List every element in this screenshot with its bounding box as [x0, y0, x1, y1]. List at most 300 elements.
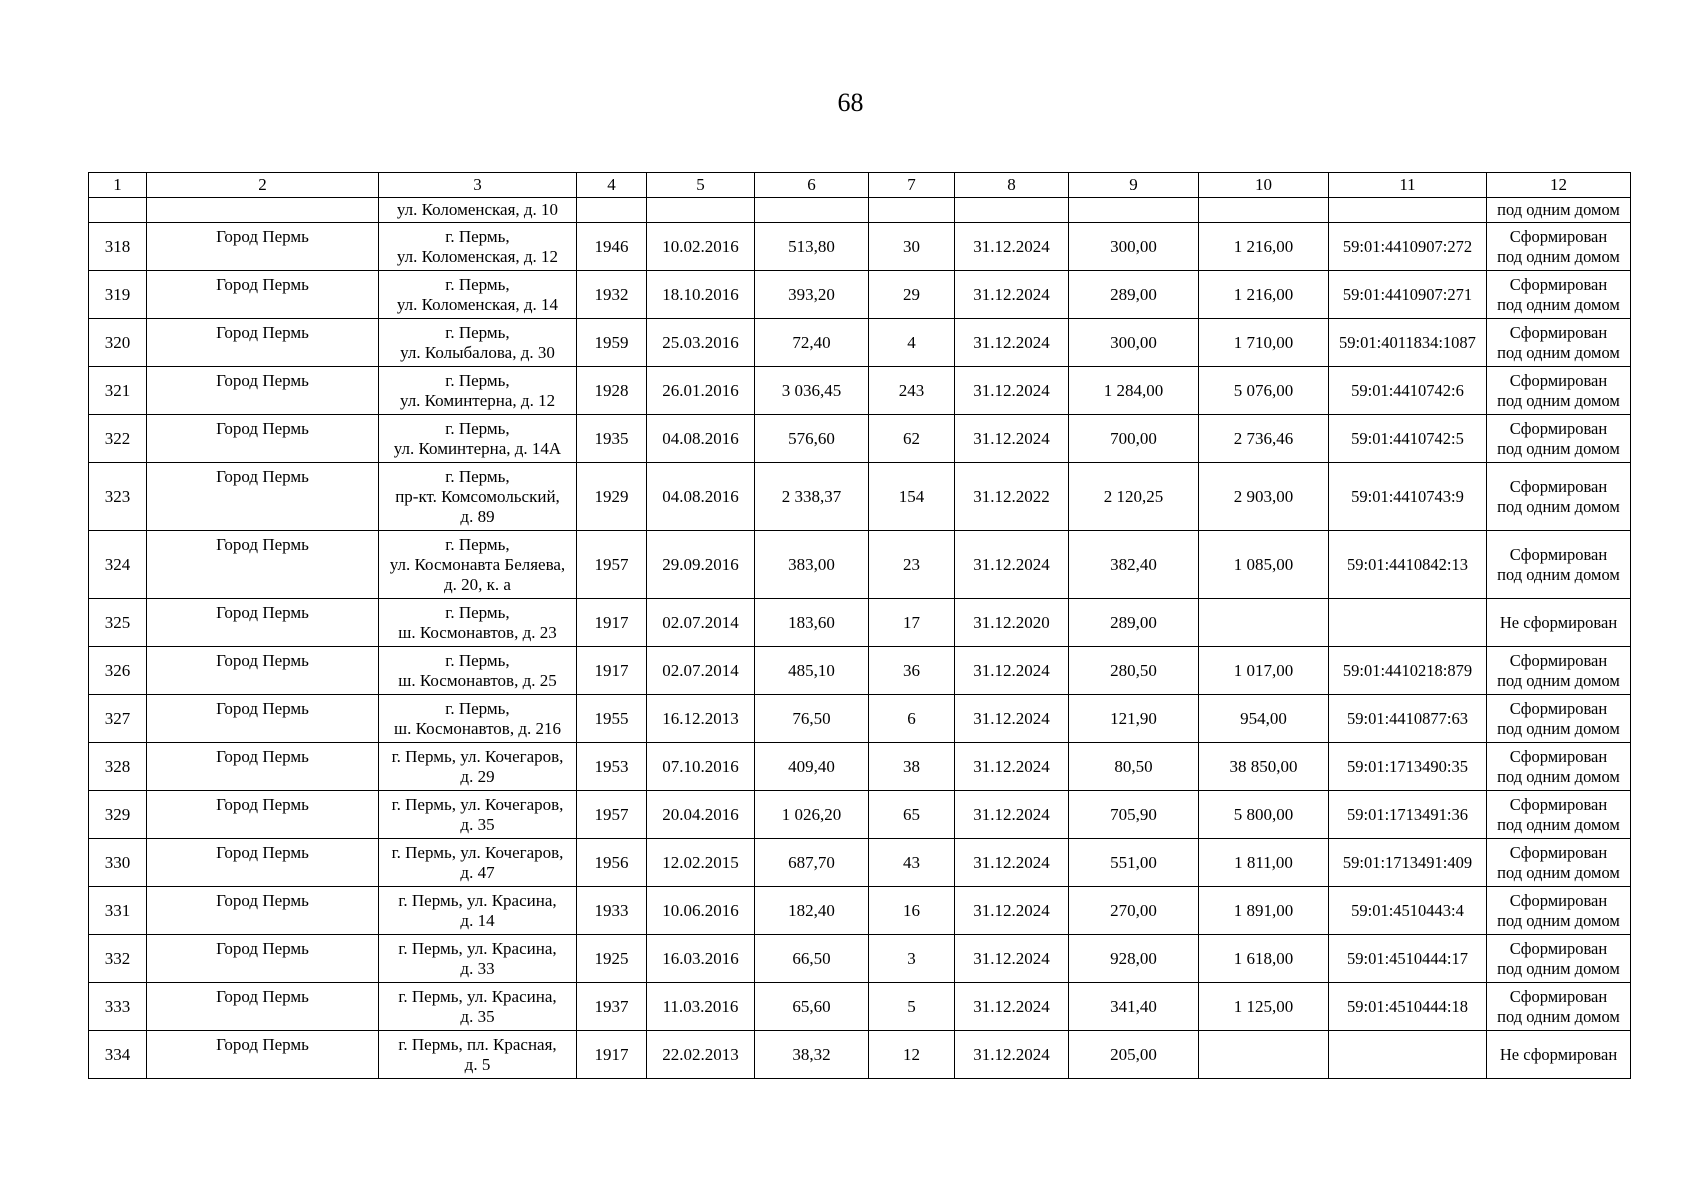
cell-status — [1487, 463, 1631, 531]
address-line: ул. Коминтерна, д. 14А — [393, 438, 562, 458]
column-header: 7 — [869, 173, 955, 198]
cell-value-9: 705,90 — [1069, 791, 1199, 839]
address-line: д. 33 — [460, 958, 495, 978]
cell-year: 1955 — [577, 695, 647, 743]
cell-address — [379, 319, 577, 367]
cell-address — [379, 983, 577, 1031]
table-row — [89, 271, 1631, 319]
table-row — [89, 983, 1631, 1031]
column-header: 1 — [89, 173, 147, 198]
cell-address — [379, 223, 577, 271]
cell-count: 30 — [869, 223, 955, 271]
address-line: д. 5 — [464, 1054, 491, 1074]
cell-year: 1937 — [577, 983, 647, 1031]
column-header: 10 — [1199, 173, 1329, 198]
cell-area: 485,10 — [755, 647, 869, 695]
cell-status — [1487, 319, 1631, 367]
address-line: ул. Коломенская, д. 12 — [396, 246, 559, 266]
address-line: г. Пермь, — [445, 226, 510, 246]
address-line: г. Пермь, ул. Кочегаров, — [391, 842, 564, 862]
page-number: 68 — [837, 88, 864, 117]
cell-address — [379, 367, 577, 415]
cell-year: 1935 — [577, 415, 647, 463]
cell-count: 4 — [869, 319, 955, 367]
address-line: ш. Космонавтов, д. 216 — [394, 718, 561, 738]
status-line: Сформирован — [1509, 418, 1608, 438]
address-line: г. Пермь, ул. Красина, — [398, 890, 557, 910]
cell-value-9: 700,00 — [1069, 415, 1199, 463]
cell-count: 36 — [869, 647, 955, 695]
address-line: г. Пермь, — [445, 534, 510, 554]
cell-deadline: 31.12.2022 — [955, 463, 1069, 531]
cell-count: 38 — [869, 743, 955, 791]
cell-status — [1487, 198, 1631, 223]
column-header: 8 — [955, 173, 1069, 198]
cell-cadastral: 59:01:4510444:18 — [1329, 983, 1487, 1031]
table-row — [89, 935, 1631, 983]
cell-area: 2 338,37 — [755, 463, 869, 531]
cell-cadastral: 59:01:4410742:5 — [1329, 415, 1487, 463]
status-line: под одним домом — [1497, 564, 1620, 584]
address-line: д. 20, к. а — [444, 574, 511, 594]
cell-value-10: 954,00 — [1199, 695, 1329, 743]
cell-deadline — [955, 198, 1069, 223]
status-line: под одним домом — [1497, 670, 1620, 690]
cell-area: 65,60 — [755, 983, 869, 1031]
cell-count: 3 — [869, 935, 955, 983]
cell-year: 1928 — [577, 367, 647, 415]
cell-value-10: 1 891,00 — [1199, 887, 1329, 935]
cell-value-10: 1 710,00 — [1199, 319, 1329, 367]
cell-count: 154 — [869, 463, 955, 531]
status-line: Сформирован — [1509, 938, 1608, 958]
cell-year — [577, 198, 647, 223]
cell-date: 16.12.2013 — [647, 695, 755, 743]
address-line: г. Пермь, — [445, 370, 510, 390]
cell-municipality: Город Пермь — [147, 1031, 379, 1079]
cell-date: 11.03.2016 — [647, 983, 755, 1031]
cell-count: 62 — [869, 415, 955, 463]
cell-value-9: 1 284,00 — [1069, 367, 1199, 415]
cell-area — [755, 198, 869, 223]
cell-date: 26.01.2016 — [647, 367, 755, 415]
cell-address — [379, 791, 577, 839]
table-row — [89, 223, 1631, 271]
cell-date: 04.08.2016 — [647, 415, 755, 463]
cell-deadline: 31.12.2024 — [955, 935, 1069, 983]
cell-deadline: 31.12.2024 — [955, 839, 1069, 887]
cell-cadastral: 59:01:1713490:35 — [1329, 743, 1487, 791]
cell-area: 182,40 — [755, 887, 869, 935]
cell-cadastral — [1329, 599, 1487, 647]
cell-deadline: 31.12.2024 — [955, 887, 1069, 935]
cell-value-10: 1 618,00 — [1199, 935, 1329, 983]
cell-deadline: 31.12.2024 — [955, 415, 1069, 463]
cell-address — [379, 198, 577, 223]
cell-year: 1953 — [577, 743, 647, 791]
cell-address — [379, 415, 577, 463]
cell-count — [869, 198, 955, 223]
cell-address — [379, 1031, 577, 1079]
table-row — [89, 743, 1631, 791]
cell-value-10: 1 125,00 — [1199, 983, 1329, 1031]
cell-count: 5 — [869, 983, 955, 1031]
cell-year: 1929 — [577, 463, 647, 531]
cell-cadastral: 59:01:4410842:13 — [1329, 531, 1487, 599]
cell-value-10: 5 076,00 — [1199, 367, 1329, 415]
status-line: Сформирован — [1509, 986, 1608, 1006]
cell-date: 20.04.2016 — [647, 791, 755, 839]
cell-deadline: 31.12.2024 — [955, 367, 1069, 415]
table-row — [89, 647, 1631, 695]
column-header: 9 — [1069, 173, 1199, 198]
cell-cadastral: 59:01:4410743:9 — [1329, 463, 1487, 531]
cell-value-9 — [1069, 198, 1199, 223]
cell-number: 324 — [89, 531, 147, 599]
address-line: ул. Коломенская, д. 14 — [396, 294, 559, 314]
cell-number: 331 — [89, 887, 147, 935]
status-line: под одним домом — [1497, 438, 1620, 458]
table-row — [89, 839, 1631, 887]
cell-value-10: 1 017,00 — [1199, 647, 1329, 695]
cell-municipality — [147, 198, 379, 223]
address-line: д. 35 — [460, 814, 495, 834]
cell-municipality: Город Пермь — [147, 531, 379, 599]
cell-area: 393,20 — [755, 271, 869, 319]
column-header: 11 — [1329, 173, 1487, 198]
cell-number: 328 — [89, 743, 147, 791]
cell-date: 22.02.2013 — [647, 1031, 755, 1079]
header-row — [89, 173, 1631, 198]
cell-count: 12 — [869, 1031, 955, 1079]
cell-area: 513,80 — [755, 223, 869, 271]
cell-municipality: Город Пермь — [147, 223, 379, 271]
cell-status — [1487, 599, 1631, 647]
cell-deadline: 31.12.2024 — [955, 319, 1069, 367]
cell-value-9: 270,00 — [1069, 887, 1199, 935]
cell-status — [1487, 791, 1631, 839]
cell-value-10 — [1199, 599, 1329, 647]
cell-value-10: 1 085,00 — [1199, 531, 1329, 599]
table-row — [89, 367, 1631, 415]
column-header: 12 — [1487, 173, 1631, 198]
cell-value-10: 1 216,00 — [1199, 223, 1329, 271]
cell-count: 16 — [869, 887, 955, 935]
cell-cadastral: 59:01:4410218:879 — [1329, 647, 1487, 695]
cell-date: 18.10.2016 — [647, 271, 755, 319]
status-line: Сформирован — [1509, 698, 1608, 718]
cell-date: 25.03.2016 — [647, 319, 755, 367]
cell-area: 1 026,20 — [755, 791, 869, 839]
cell-date: 12.02.2015 — [647, 839, 755, 887]
table-row — [89, 599, 1631, 647]
status-line: под одним домом — [1497, 246, 1620, 266]
cell-date: 16.03.2016 — [647, 935, 755, 983]
address-line: ш. Космонавтов, д. 25 — [398, 670, 557, 690]
cell-value-10: 1 216,00 — [1199, 271, 1329, 319]
table-header — [89, 173, 1631, 198]
status-line: Не сформирован — [1499, 612, 1618, 632]
column-header: 6 — [755, 173, 869, 198]
cell-municipality: Город Пермь — [147, 743, 379, 791]
cell-address — [379, 935, 577, 983]
cell-status — [1487, 743, 1631, 791]
cell-cadastral: 59:01:1713491:409 — [1329, 839, 1487, 887]
cell-deadline: 31.12.2024 — [955, 647, 1069, 695]
status-line: Сформирован — [1509, 746, 1608, 766]
cell-status — [1487, 647, 1631, 695]
cell-address — [379, 531, 577, 599]
status-line: Сформирован — [1509, 890, 1608, 910]
cell-number: 322 — [89, 415, 147, 463]
cell-count: 17 — [869, 599, 955, 647]
cell-year: 1956 — [577, 839, 647, 887]
cell-year: 1932 — [577, 271, 647, 319]
table-row — [89, 1031, 1631, 1079]
cell-value-10: 2 903,00 — [1199, 463, 1329, 531]
cell-year: 1959 — [577, 319, 647, 367]
cell-area: 66,50 — [755, 935, 869, 983]
cell-status — [1487, 839, 1631, 887]
cell-address — [379, 463, 577, 531]
cell-area: 76,50 — [755, 695, 869, 743]
status-line: Сформирован — [1509, 322, 1608, 342]
cell-count: 23 — [869, 531, 955, 599]
cell-municipality: Город Пермь — [147, 599, 379, 647]
cell-cadastral: 59:01:4510444:17 — [1329, 935, 1487, 983]
address-line: г. Пермь, — [445, 466, 510, 486]
cell-status — [1487, 983, 1631, 1031]
cell-value-10: 38 850,00 — [1199, 743, 1329, 791]
status-line: под одним домом — [1497, 862, 1620, 882]
cell-year: 1917 — [577, 599, 647, 647]
cell-area: 72,40 — [755, 319, 869, 367]
cell-date — [647, 198, 755, 223]
address-line: г. Пермь, ул. Кочегаров, — [391, 746, 564, 766]
table-row — [89, 791, 1631, 839]
cell-value-9: 80,50 — [1069, 743, 1199, 791]
cell-municipality: Город Пермь — [147, 695, 379, 743]
cell-value-10: 1 811,00 — [1199, 839, 1329, 887]
cell-deadline: 31.12.2024 — [955, 695, 1069, 743]
cell-cadastral — [1329, 1031, 1487, 1079]
address-line: г. Пермь, пл. Красная, — [398, 1034, 557, 1054]
table-row — [89, 531, 1631, 599]
status-line: под одним домом — [1497, 342, 1620, 362]
address-line: д. 89 — [460, 506, 495, 526]
cell-value-9: 341,40 — [1069, 983, 1199, 1031]
cell-status — [1487, 367, 1631, 415]
cell-cadastral: 59:01:4011834:1087 — [1329, 319, 1487, 367]
cell-municipality: Город Пермь — [147, 367, 379, 415]
address-line: д. 29 — [460, 766, 495, 786]
column-header: 5 — [647, 173, 755, 198]
cell-value-9: 300,00 — [1069, 319, 1199, 367]
column-header: 2 — [147, 173, 379, 198]
cell-value-9: 300,00 — [1069, 223, 1199, 271]
cell-address — [379, 647, 577, 695]
cell-status — [1487, 223, 1631, 271]
cell-area: 38,32 — [755, 1031, 869, 1079]
cell-cadastral: 59:01:4410877:63 — [1329, 695, 1487, 743]
status-line: под одним домом — [1497, 814, 1620, 834]
cell-number: 326 — [89, 647, 147, 695]
cell-address — [379, 599, 577, 647]
status-line: под одним домом — [1497, 1006, 1620, 1026]
cell-number: 327 — [89, 695, 147, 743]
status-line: Сформирован — [1509, 842, 1608, 862]
continuation-row — [89, 198, 1631, 223]
status-line: Не сформирован — [1499, 1044, 1618, 1064]
address-line: г. Пермь, — [445, 322, 510, 342]
status-line: Сформирован — [1509, 274, 1608, 294]
cell-deadline: 31.12.2024 — [955, 983, 1069, 1031]
cell-count: 29 — [869, 271, 955, 319]
cell-municipality: Город Пермь — [147, 791, 379, 839]
address-line: д. 47 — [460, 862, 495, 882]
cell-deadline: 31.12.2024 — [955, 271, 1069, 319]
cell-municipality: Город Пермь — [147, 271, 379, 319]
table-row — [89, 695, 1631, 743]
cell-date: 04.08.2016 — [647, 463, 755, 531]
cell-number: 325 — [89, 599, 147, 647]
address-line: г. Пермь, ул. Кочегаров, — [391, 794, 564, 814]
cell-value-9: 2 120,25 — [1069, 463, 1199, 531]
cell-area: 383,00 — [755, 531, 869, 599]
cell-municipality: Город Пермь — [147, 319, 379, 367]
status-line: под одним домом — [1497, 200, 1620, 219]
cell-cadastral: 59:01:4510443:4 — [1329, 887, 1487, 935]
table-row — [89, 463, 1631, 531]
cell-year: 1925 — [577, 935, 647, 983]
cell-count: 65 — [869, 791, 955, 839]
status-line: Сформирован — [1509, 650, 1608, 670]
cell-status — [1487, 935, 1631, 983]
cell-number: 321 — [89, 367, 147, 415]
cell-value-9: 280,50 — [1069, 647, 1199, 695]
cell-address — [379, 887, 577, 935]
housing-table — [88, 172, 1631, 1079]
cell-number — [89, 198, 147, 223]
cell-count: 243 — [869, 367, 955, 415]
cell-number: 320 — [89, 319, 147, 367]
cell-date: 07.10.2016 — [647, 743, 755, 791]
cell-area: 687,70 — [755, 839, 869, 887]
status-line: под одним домом — [1497, 390, 1620, 410]
cell-value-9: 121,90 — [1069, 695, 1199, 743]
address-line: г. Пермь, ул. Красина, — [398, 986, 557, 1006]
cell-address — [379, 839, 577, 887]
cell-deadline: 31.12.2020 — [955, 599, 1069, 647]
cell-year: 1933 — [577, 887, 647, 935]
address-line: ш. Космонавтов, д. 23 — [398, 622, 557, 642]
cell-municipality: Город Пермь — [147, 647, 379, 695]
cell-value-9: 928,00 — [1069, 935, 1199, 983]
cell-value-10: 2 736,46 — [1199, 415, 1329, 463]
address-line: ул. Коломенская, д. 10 — [396, 200, 559, 219]
address-line: г. Пермь, — [445, 274, 510, 294]
column-header: 4 — [577, 173, 647, 198]
cell-municipality: Город Пермь — [147, 463, 379, 531]
cell-area: 183,60 — [755, 599, 869, 647]
cell-date: 29.09.2016 — [647, 531, 755, 599]
cell-deadline: 31.12.2024 — [955, 1031, 1069, 1079]
cell-municipality: Город Пермь — [147, 983, 379, 1031]
cell-deadline: 31.12.2024 — [955, 223, 1069, 271]
table-row — [89, 319, 1631, 367]
address-line: д. 35 — [460, 1006, 495, 1026]
cell-deadline: 31.12.2024 — [955, 791, 1069, 839]
cell-date: 10.02.2016 — [647, 223, 755, 271]
cell-cadastral: 59:01:4410907:272 — [1329, 223, 1487, 271]
cell-status — [1487, 531, 1631, 599]
address-line: г. Пермь, — [445, 602, 510, 622]
table-row — [89, 887, 1631, 935]
column-header: 3 — [379, 173, 577, 198]
address-line: г. Пермь, — [445, 650, 510, 670]
cell-number: 319 — [89, 271, 147, 319]
table-row — [89, 415, 1631, 463]
status-line: Сформирован — [1509, 794, 1608, 814]
cell-value-10 — [1199, 198, 1329, 223]
cell-year: 1917 — [577, 647, 647, 695]
cell-area: 409,40 — [755, 743, 869, 791]
cell-municipality: Город Пермь — [147, 415, 379, 463]
cell-address — [379, 695, 577, 743]
cell-date: 02.07.2014 — [647, 647, 755, 695]
cell-value-10: 5 800,00 — [1199, 791, 1329, 839]
status-line: под одним домом — [1497, 958, 1620, 978]
cell-number: 333 — [89, 983, 147, 1031]
cell-area: 3 036,45 — [755, 367, 869, 415]
status-line: под одним домом — [1497, 910, 1620, 930]
address-line: ул. Колыбалова, д. 30 — [400, 342, 555, 362]
cell-status — [1487, 695, 1631, 743]
cell-date: 10.06.2016 — [647, 887, 755, 935]
cell-deadline: 31.12.2024 — [955, 531, 1069, 599]
cell-value-9: 382,40 — [1069, 531, 1199, 599]
cell-number: 332 — [89, 935, 147, 983]
cell-municipality: Город Пермь — [147, 935, 379, 983]
address-line: ул. Космонавта Беляева, — [389, 554, 566, 574]
address-line: г. Пермь, — [445, 698, 510, 718]
cell-address — [379, 271, 577, 319]
address-line: г. Пермь, — [445, 418, 510, 438]
cell-status — [1487, 887, 1631, 935]
cell-address — [379, 743, 577, 791]
cell-count: 43 — [869, 839, 955, 887]
cell-count: 6 — [869, 695, 955, 743]
cell-number: 334 — [89, 1031, 147, 1079]
cell-cadastral: 59:01:4410907:271 — [1329, 271, 1487, 319]
cell-status — [1487, 271, 1631, 319]
cell-status — [1487, 415, 1631, 463]
cell-area: 576,60 — [755, 415, 869, 463]
cell-year: 1957 — [577, 531, 647, 599]
status-line: Сформирован — [1509, 476, 1608, 496]
status-line: под одним домом — [1497, 496, 1620, 516]
cell-value-9: 551,00 — [1069, 839, 1199, 887]
address-line: г. Пермь, ул. Красина, — [398, 938, 557, 958]
cell-year: 1917 — [577, 1031, 647, 1079]
cell-date: 02.07.2014 — [647, 599, 755, 647]
status-line: под одним домом — [1497, 718, 1620, 738]
status-line: под одним домом — [1497, 766, 1620, 786]
cell-number: 330 — [89, 839, 147, 887]
cell-year: 1946 — [577, 223, 647, 271]
table-body — [89, 198, 1631, 1079]
cell-status — [1487, 1031, 1631, 1079]
